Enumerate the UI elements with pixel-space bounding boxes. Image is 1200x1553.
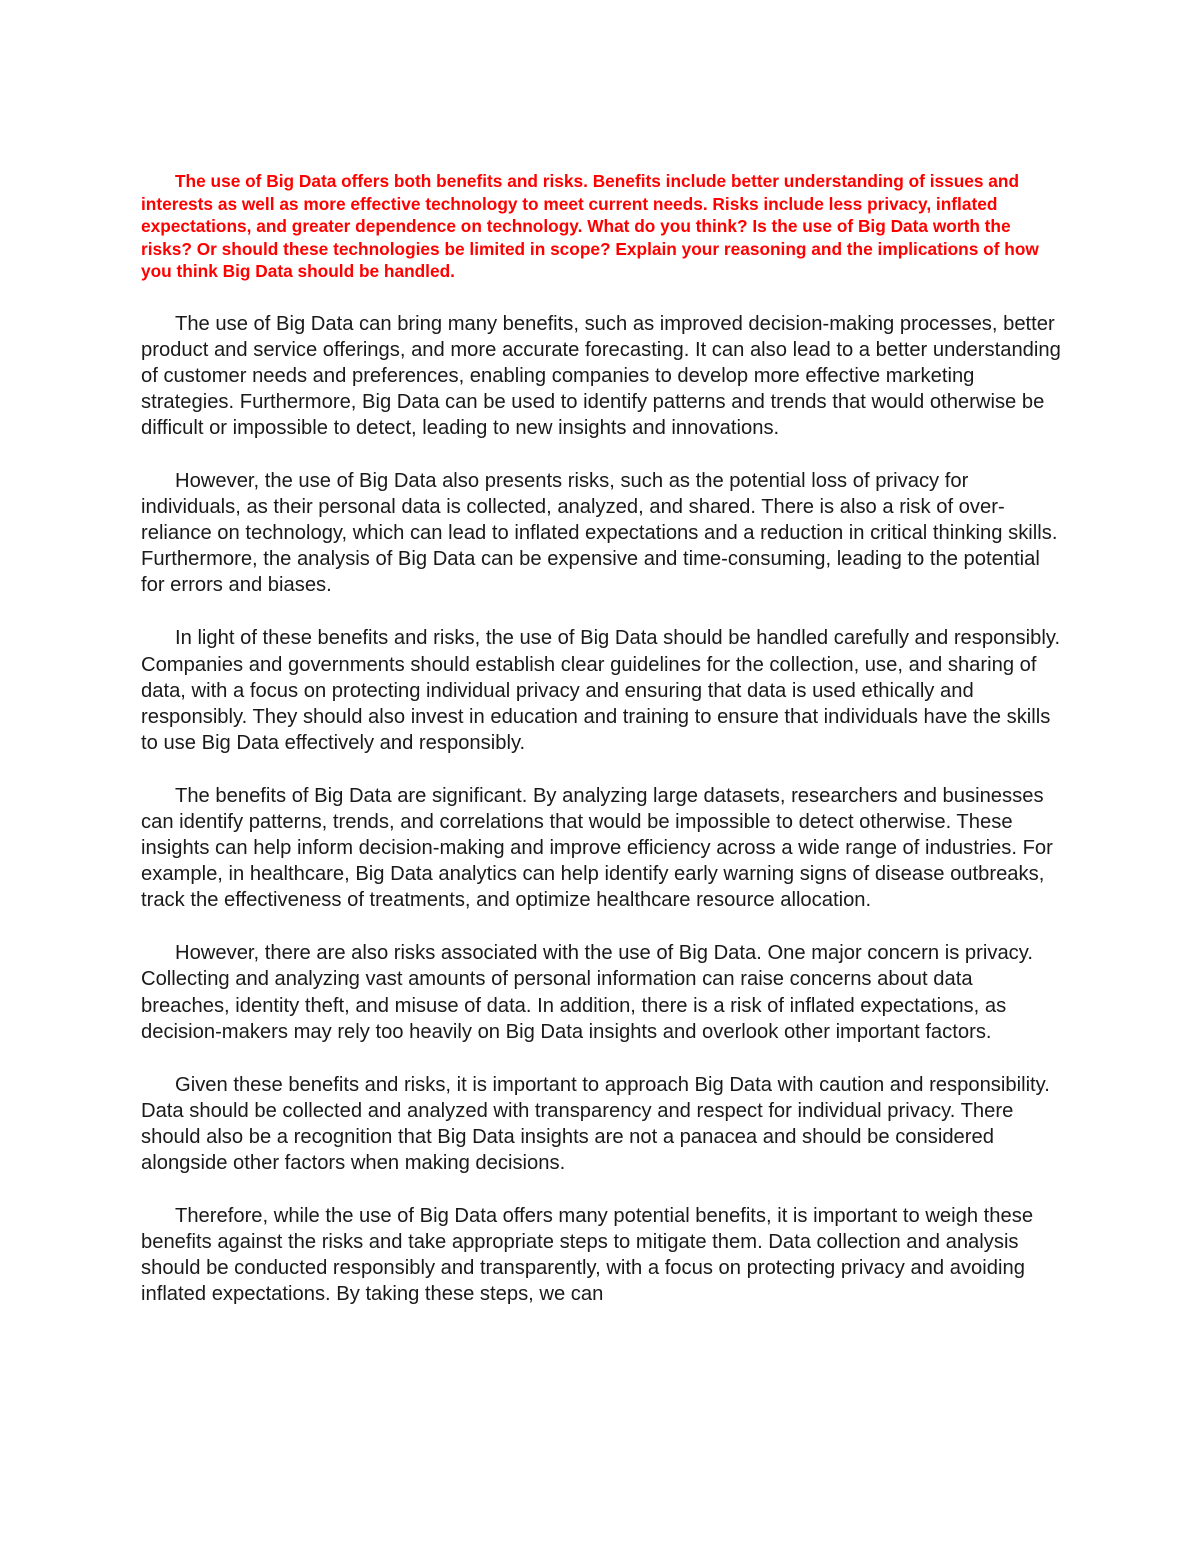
essay-paragraph-2: However, the use of Big Data also presents risks, such as the potential loss of privacy for individuals, as their personal data is collected, analyzed, and shared. There is also a risk of over-reliance on technology, which can lead to inflated expectations and a reduction in critical thinking skills. Furthermore, the analysis of Big Data can be expensive and time-consuming, leading to the potential for errors and biases. [141,469,1058,597]
essay-paragraph-1: The use of Big Data can bring many benefits, such as improved decision-making processes, better product and service offerings, and more accurate forecasting. It can also lead to a better understanding of customer needs and preferences, enabling companies to develop more effective marketing strategies. Furthermore, Big Data can be used to identify patterns and trends that would otherwise be difficult or impossible to detect, leading to new insights and innovations. [141,312,1061,439]
essay-paragraph-6: Given these benefits and risks, it is important to approach Big Data with caution and responsibility. Data should be collected and analyzed with transparency and respect for individual privacy. There should also be a recognition that Big Data insights are not a panacea and should be considered alongside other factors when making decisions. [141,1073,1050,1175]
document-body [141,170,1061,1308]
essay-paragraph-3: In light of these benefits and risks, the use of Big Data should be handled carefully and responsibly. Companies and governments should establish clear guidelines for the collection, use, and sharing of data, with a focus on protecting individual privacy and ensuring that data is used ethically and responsibly. They should also invest in education and training to ensure that individuals have the skills to use Big Data effectively and responsibly. [141,627,1061,754]
essay-paragraph-4: The benefits of Big Data are significant. By analyzing large datasets, researchers and businesses can identify patterns, trends, and correlations that would be impossible to detect otherwise. These insights can help inform decision-making and improve efficiency across a wide range of industries. For example, in healthcare, Big Data analytics can help identify early warning signs of disease outbreaks, track the effectiveness of treatments, and optimize healthcare resource allocation. [141,784,1053,912]
essay-paragraph-5: However, there are also risks associated with the use of Big Data. One major concern is privacy. Collecting and analyzing vast amounts of personal information can raise concerns about data breaches, identity theft, and misuse of data. In addition, there is a risk of inflated expectations, as decision-makers may rely too heavily on Big Data insights and overlook other important factors. [141,942,1033,1043]
assignment-prompt: The use of Big Data offers both benefits and risks. Benefits include better understanding of issues and interests as well as more effective technology to meet current needs. Risks include less privacy, inflated expectations, and greater dependence on technology. What do you think? Is the use of Big Data worth the risks? Or should these technologies be limited in scope? Explain your reasoning and the implications of how you think Big Data should be handled. [141,171,1039,281]
essay-paragraph-7: Therefore, while the use of Big Data offers many potential benefits, it is important to weigh these benefits against the risks and take appropriate steps to mitigate them. Data collection and analysis should be conducted responsibly and transparently, with a focus on protecting privacy and avoiding inflated expectations. By taking these steps, we can [141,1205,1034,1306]
